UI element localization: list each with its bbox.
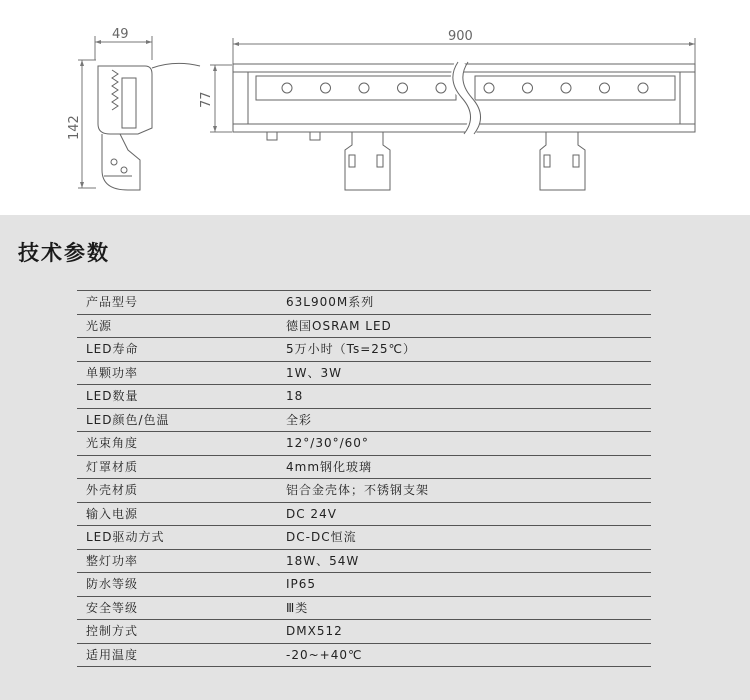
- spec-key: 控制方式: [86, 624, 139, 638]
- spec-value: 1W、3W: [286, 365, 343, 380]
- spec-value: 5万小时（Ts=25℃）: [286, 342, 417, 356]
- spec-row: [77, 620, 651, 644]
- spec-value: 4mm钢化玻璃: [286, 459, 373, 474]
- spec-value: Ⅲ类: [286, 600, 309, 615]
- spec-value: DC 24V: [286, 506, 337, 521]
- led-dot: [484, 83, 494, 93]
- led-dot: [436, 83, 446, 93]
- spec-row: [77, 409, 651, 433]
- spec-row: [77, 479, 651, 503]
- spec-key: 输入电源: [86, 506, 139, 521]
- spec-key: LED驱动方式: [86, 530, 165, 544]
- spec-key: 整灯功率: [86, 553, 139, 568]
- spec-value: 德国OSRAM LED: [286, 318, 392, 333]
- spec-key: LED数量: [86, 389, 139, 403]
- led-strip-left: [256, 76, 456, 100]
- led-dot: [321, 83, 331, 93]
- spec-row: [77, 503, 651, 527]
- spec-row: [77, 644, 651, 668]
- spec-row: [77, 385, 651, 409]
- spec-value: 铝合金壳体；不锈钢支架: [286, 483, 430, 497]
- spec-key: LED颜色/色温: [86, 412, 170, 427]
- spec-value: 全彩: [286, 412, 313, 427]
- dim-label-142: 142: [67, 115, 82, 140]
- side-view: [98, 63, 200, 190]
- section-title: 技术参数: [18, 240, 110, 265]
- spec-row: [77, 573, 651, 597]
- led-dot: [523, 83, 533, 93]
- spec-value: DMX512: [286, 624, 343, 638]
- led-dot: [561, 83, 571, 93]
- spec-key: 防水等级: [86, 577, 139, 591]
- spec-key: 外壳材质: [86, 483, 139, 497]
- spec-value: DC-DC恒流: [286, 530, 357, 544]
- spec-value: -20~+40℃: [286, 647, 363, 662]
- spec-key: 安全等级: [86, 600, 139, 615]
- spec-key: 光源: [86, 318, 113, 333]
- spec-value: 63L900M系列: [286, 295, 375, 309]
- spec-row: [77, 550, 651, 574]
- led-dot: [398, 83, 408, 93]
- technical-drawing-svg: [0, 0, 750, 215]
- spec-key: 单颗功率: [86, 365, 139, 380]
- spec-value: 18: [286, 389, 304, 403]
- side-view-label-plate: [122, 78, 136, 128]
- spec-key: LED寿命: [86, 342, 139, 356]
- spec-section: [0, 215, 750, 700]
- dim-label-900: 900: [448, 29, 473, 44]
- spec-key: 适用温度: [86, 647, 139, 662]
- spec-key: 光束角度: [86, 436, 139, 450]
- dim-label-77: 77: [199, 91, 214, 108]
- spec-value: IP65: [286, 577, 317, 591]
- spec-row: [77, 526, 651, 550]
- spec-row: [77, 597, 651, 621]
- spec-row: [77, 362, 651, 386]
- front-view: [233, 62, 695, 190]
- led-dot: [282, 83, 292, 93]
- spec-row: [77, 432, 651, 456]
- spec-row: [77, 291, 651, 315]
- spec-key: 灯罩材质: [86, 459, 139, 474]
- led-dot: [638, 83, 648, 93]
- spec-row: [77, 338, 651, 362]
- spec-key: 产品型号: [86, 295, 139, 309]
- led-dot: [359, 83, 369, 93]
- spec-value: 18W、54W: [286, 553, 360, 568]
- spec-row: [77, 456, 651, 480]
- led-dot: [600, 83, 610, 93]
- spec-row: [77, 315, 651, 339]
- led-strip-right: [475, 76, 675, 100]
- technical-drawing: [0, 0, 750, 215]
- spec-table: [77, 290, 651, 667]
- spec-value: 12°/30°/60°: [286, 436, 369, 450]
- dim-label-49: 49: [112, 27, 129, 42]
